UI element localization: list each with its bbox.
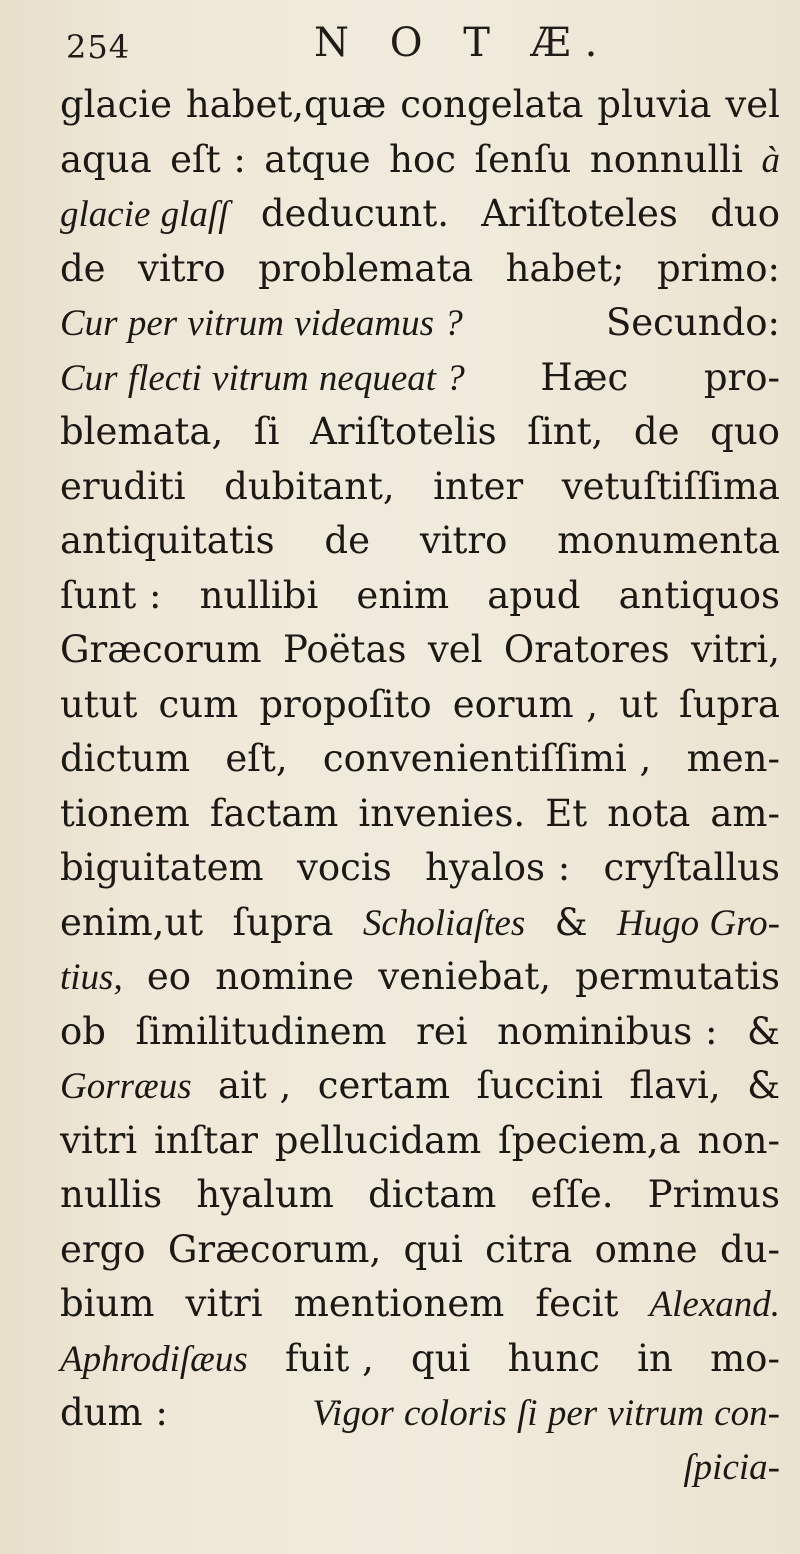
word: fecit (535, 1282, 619, 1325)
word: dubitant, (224, 464, 395, 508)
word: citra (485, 1227, 573, 1271)
word: non- (697, 1118, 780, 1162)
word: atque (264, 137, 371, 181)
word: hunc (507, 1336, 600, 1380)
text-line (60, 1332, 780, 1387)
text-line (60, 787, 780, 842)
word: nomine (215, 955, 355, 998)
word: de (324, 519, 370, 562)
word: aqua (60, 137, 152, 181)
word: factam (209, 791, 339, 835)
word: vel (427, 628, 483, 671)
text-line (60, 460, 780, 515)
word: ut (619, 682, 658, 726)
word: in (637, 1336, 673, 1380)
word: veniebat, (378, 955, 551, 998)
text-line (60, 1168, 780, 1223)
italic-word: Cur per vitrum videamus ? (60, 303, 463, 344)
word: eſt, (225, 737, 288, 780)
word: Oratores (503, 628, 670, 671)
text-line (60, 1277, 780, 1332)
word: hyalos : (425, 846, 571, 889)
word: Secundo: (605, 301, 780, 344)
word: permutatis (575, 955, 780, 998)
word: Ariſtoteles (481, 192, 678, 235)
word: vetuſtiſſima (561, 464, 780, 508)
word: hoc (389, 137, 456, 181)
word: ſimilitudinem (135, 1009, 387, 1053)
word: men- (686, 737, 780, 780)
word: mentionem (293, 1282, 505, 1325)
text-line (60, 732, 780, 787)
word: vitro (138, 246, 226, 290)
word: dum : (60, 1391, 168, 1434)
italic-word: Vigor coloris ſi per vitrum con- (312, 1393, 780, 1434)
word: nominibus : (497, 1009, 718, 1053)
word: cum (158, 682, 239, 726)
word: qui (411, 1336, 471, 1380)
word: primo: (656, 246, 780, 290)
word: Græcorum, (167, 1227, 382, 1271)
word: nonnulli (589, 137, 743, 181)
text-line (60, 569, 780, 624)
word: & (554, 900, 588, 944)
word: Poëtas (283, 628, 407, 671)
word: enim,ut (60, 900, 204, 944)
text-line (60, 242, 780, 297)
italic-word: Aphrodiſæus (60, 1338, 248, 1380)
word: vitri (185, 1282, 263, 1325)
word: enim (356, 573, 450, 617)
word: pro- (703, 355, 780, 399)
body-text (60, 78, 780, 1495)
word: bium (60, 1282, 155, 1325)
text-line (60, 950, 780, 1005)
word: problemata (258, 246, 474, 290)
word: mo- (710, 1336, 780, 1380)
word: ob (60, 1009, 106, 1053)
word: certam (317, 1064, 451, 1107)
word: vitro (419, 519, 508, 562)
word: ergo (60, 1227, 146, 1271)
text-line (60, 78, 780, 133)
italic-word: Cur flecti vitrum nequeat ? (60, 357, 465, 399)
word: invenies. (358, 791, 526, 835)
word: ait , (218, 1064, 292, 1107)
text-line (60, 296, 780, 351)
text-line (60, 896, 780, 951)
word: & (747, 1064, 780, 1107)
italic-word: Gorræus (60, 1066, 192, 1107)
text-line (60, 133, 780, 188)
text-line (60, 1441, 780, 1496)
text-line (60, 678, 780, 733)
text-line (60, 514, 780, 569)
word: & (747, 1009, 780, 1053)
word: antiquos (618, 573, 780, 617)
word: pellucidam (274, 1118, 482, 1162)
word: vitri, (691, 628, 780, 671)
word: vocis (297, 846, 392, 889)
word: dictam (368, 1173, 497, 1216)
text-line (60, 1005, 780, 1060)
word: eruditi (60, 464, 186, 508)
word: Hæc (540, 355, 629, 399)
word: habet; (505, 246, 625, 290)
text-line (60, 1386, 780, 1441)
word: nullibi (199, 573, 319, 617)
italic-word: glacie glaſſ (60, 194, 229, 235)
word: blemata, (60, 410, 224, 453)
word: ſint, (527, 410, 604, 453)
word: apud (487, 573, 581, 617)
word: qui (403, 1227, 463, 1271)
word: eo (146, 955, 192, 998)
italic-word: tius, (60, 957, 123, 998)
word: glacie (60, 83, 173, 126)
word: monumenta (557, 519, 780, 562)
word: ſuccini (476, 1064, 603, 1107)
text-line (60, 623, 780, 678)
word: utut (60, 682, 138, 726)
running-head: N O T Æ. (314, 20, 612, 66)
word: pluvia (597, 83, 712, 126)
text-line (60, 1223, 780, 1278)
word: inter (433, 464, 524, 508)
word: am- (710, 791, 780, 835)
word: dictum (60, 737, 191, 780)
word: Græcorum (60, 628, 262, 671)
word: vel (725, 83, 780, 126)
word: deducunt. (260, 192, 449, 235)
word: ſpeciem,a (498, 1118, 681, 1162)
word: Ariſtotelis (310, 410, 497, 453)
word: antiquitatis (60, 519, 275, 562)
word: eorum , (452, 682, 599, 726)
word: hyalum (196, 1173, 334, 1216)
word: ſupra (679, 682, 780, 726)
word: tionem (60, 791, 190, 835)
word: convenientiſſimi , (322, 737, 652, 780)
word: nullis (60, 1173, 163, 1216)
word: vitri (60, 1118, 138, 1162)
word: nota (607, 791, 691, 835)
page-header (66, 14, 766, 70)
word: cryſtallus (603, 846, 780, 889)
italic-word: Alexand. (649, 1284, 780, 1325)
word: du- (719, 1227, 780, 1271)
page-number: 254 (66, 28, 131, 66)
italic-word: Scholiaſtes (362, 902, 526, 944)
word: habet,quæ (185, 83, 387, 126)
word: ſupra (232, 900, 334, 944)
word: flavi, (629, 1064, 721, 1107)
word: de (60, 246, 106, 290)
word: biguitatem (60, 846, 264, 889)
word: ſunt : (60, 573, 162, 617)
word: inſtar (153, 1118, 258, 1162)
text-line (60, 1059, 780, 1114)
word: quo (710, 410, 780, 453)
word: ſenſu (474, 137, 572, 181)
italic-word: Hugo Gro- (616, 902, 780, 944)
word: Et (545, 791, 588, 835)
word: duo (710, 192, 780, 235)
word: Primus (647, 1173, 780, 1216)
word: de (633, 410, 680, 453)
text-line (60, 1114, 780, 1169)
word: ſi (253, 410, 280, 453)
word: congelata (400, 83, 584, 126)
word: omne (594, 1227, 698, 1271)
word: rei (416, 1009, 468, 1053)
word: eſſe. (530, 1173, 614, 1216)
word: propoſito (259, 682, 432, 726)
text-line (60, 187, 780, 242)
word: fuit , (285, 1336, 374, 1380)
text-line (60, 405, 780, 460)
text-line (60, 351, 780, 406)
italic-word: ſpicia- (683, 1446, 780, 1488)
italic-word: à (761, 139, 780, 181)
word: eſt : (170, 137, 246, 181)
text-line (60, 841, 780, 896)
